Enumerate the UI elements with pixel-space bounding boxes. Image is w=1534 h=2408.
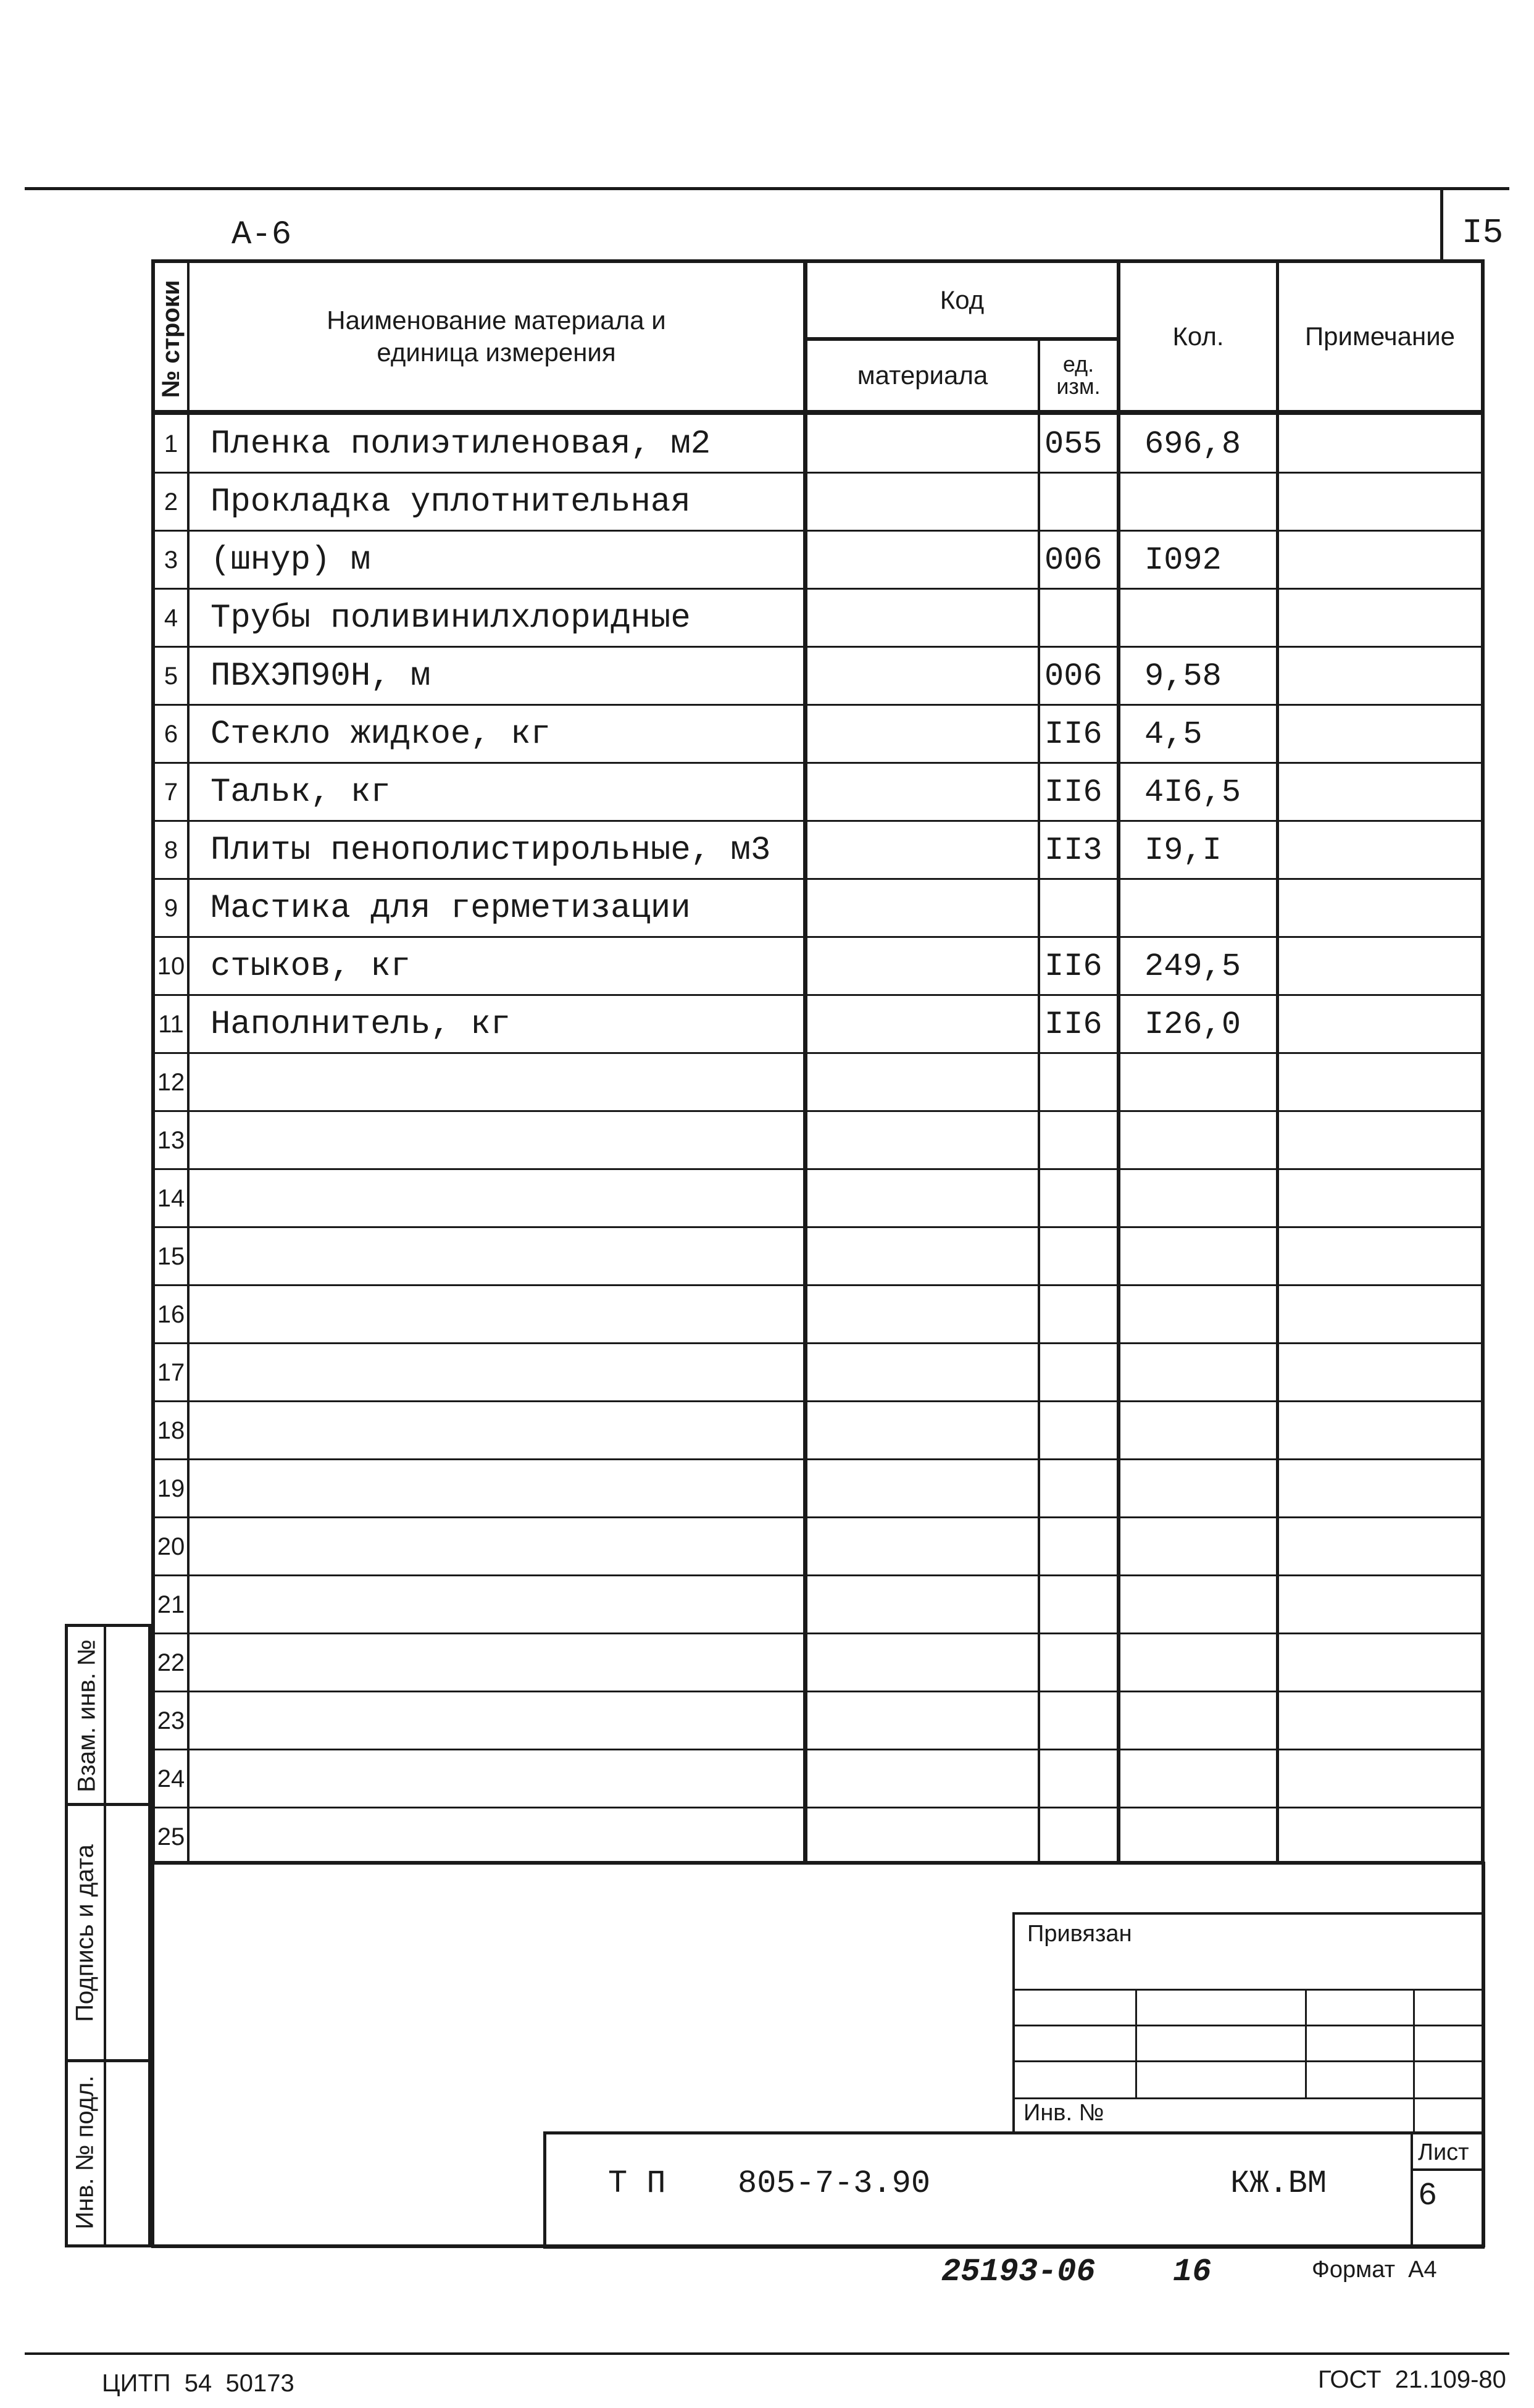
table-row [155,589,1481,647]
row-unit-code [1040,879,1120,937]
row-number: 4 [164,604,178,632]
row-qty: I092 [1144,541,1222,579]
table-row [155,1053,1481,1111]
row-name: Трубы поливинилхлоридные [211,599,691,637]
standard-code: ГОСТ 21.109-80 [1318,2366,1506,2393]
row-separator-line [155,1516,1481,1518]
sheet-cell-divider [1411,2134,1413,2246]
row-number: 20 [157,1532,185,1560]
binding-vline-2 [1305,1989,1307,2097]
row-separator-line [155,1284,1481,1286]
row-qty [1120,589,1277,647]
row-separator-line [155,1400,1481,1402]
code-unit-header [1040,341,1117,410]
row-name: Стекло жидкое, кг [211,715,551,753]
signature-label: Подпись и дата [71,1844,98,2022]
row-number-header: № строки [157,280,185,398]
table-row [155,879,1481,937]
corner-tick [1440,187,1443,260]
row-number: 10 [157,952,185,980]
table-row [155,1692,1481,1750]
row-name: Наполнитель, кг [211,1005,511,1043]
row-number: 17 [157,1358,185,1386]
table-row [155,1518,1481,1576]
table-row [155,1169,1481,1227]
table-row [155,705,1481,763]
row-unit-code: II6 [1044,716,1103,753]
table-row [155,1402,1481,1460]
row-number: 8 [164,836,178,864]
table-row [155,1227,1481,1286]
binding-vline-3 [1413,1989,1415,2134]
binding-hline-3 [1015,2060,1482,2062]
row-qty: 249,5 [1144,948,1241,985]
table-row [155,1808,1481,1866]
code-header: Код [940,285,985,314]
row-separator-line [155,1110,1481,1112]
row-number: 22 [157,1649,185,1676]
row-number: 12 [157,1068,185,1096]
inv-label: Инв. № подл. [71,2075,98,2230]
binding-block [1012,1912,1485,2134]
frame-left-bottom [151,1862,154,2247]
vzam-label: Взам. инв. № [73,1639,100,1792]
note-header: Примечание [1304,321,1456,351]
row-name: Мастика для герметизации [211,889,691,927]
row-qty: 4,5 [1144,716,1203,753]
binding-inv-label: Инв. № [1023,2100,1104,2126]
row-number: 21 [157,1591,185,1618]
row-number: 15 [157,1242,185,1270]
row-qty: I26,0 [1144,1006,1241,1043]
row-separator-line [155,1168,1481,1170]
row-number: 6 [164,720,178,748]
binding-hline-1 [1015,1989,1482,1991]
row-separator-line [155,588,1481,590]
code-unit-header-line1: ед. [1062,351,1094,377]
row-separator-line [155,1633,1481,1634]
row-separator-line [155,994,1481,996]
binding-hline-2 [1015,2025,1482,2026]
table-row [155,473,1481,531]
row-number: 13 [157,1126,185,1154]
name-header [190,263,803,410]
row-separator-line [155,1574,1481,1576]
row-separator-line [155,820,1481,822]
name-header-line2: единица измерения [377,338,616,367]
table-row [155,647,1481,705]
row-separator-line [155,1342,1481,1344]
row-name: (шнур) м [211,541,371,579]
archive-page: 16 [1173,2254,1212,2290]
row-number: 16 [157,1300,185,1328]
row-name: стыков, кг [211,947,411,985]
row-separator-line [155,530,1481,532]
row-number: 5 [164,662,178,690]
row-number: 3 [164,546,178,574]
table-row [155,937,1481,995]
row-unit-code [1040,589,1120,647]
qty-header: Кол. [1172,321,1224,351]
row-qty: 696,8 [1144,425,1241,462]
row-number: 11 [158,1010,184,1038]
row-separator-line [155,1749,1481,1750]
sheet-cell-hline [1411,2168,1485,2171]
row-qty: 4I6,5 [1144,774,1241,811]
sheet-code: А-6 [231,216,292,254]
code-material-header: материала [857,360,988,390]
table-row [155,1344,1481,1402]
row-unit-code: II6 [1044,1006,1103,1043]
row-separator-line [155,1052,1481,1054]
doc-code: КЖ.ВМ [1230,2165,1327,2202]
table-row [155,1460,1481,1518]
row-separator-line [155,878,1481,880]
doc-number: 805-7-3.90 [738,2165,931,2202]
footer-line [25,2352,1509,2355]
row-unit-code [1040,473,1120,531]
row-qty [1120,879,1277,937]
sheet-label: Лист [1418,2139,1469,2165]
row-separator-line [155,936,1481,938]
row-separator-line [155,704,1481,706]
header-divider [155,410,1481,415]
row-name: Пленка полиэтиленовая, м2 [211,425,711,463]
row-separator-line [155,1691,1481,1692]
row-unit-code: II6 [1044,774,1103,811]
table-row [155,821,1481,879]
row-number: 25 [157,1823,185,1850]
row-separator-line [155,1458,1481,1460]
binding-vline-1 [1135,1989,1137,2097]
materials-table [151,259,1485,1865]
name-header-line1: Наименование материала и [327,305,666,335]
page-number: I5 [1462,213,1504,253]
row-qty: I9,I [1144,832,1222,869]
format-label: Формат А4 [1312,2257,1437,2283]
table-row [155,763,1481,821]
table-row [155,1576,1481,1634]
table-row [155,1634,1481,1692]
rows-container [155,415,1481,1861]
table-row [155,995,1481,1053]
row-separator-line [155,472,1481,474]
table-row [155,531,1481,589]
row-number: 18 [157,1416,185,1444]
row-unit-code: 006 [1044,658,1103,695]
title-block [543,2131,1485,2249]
org-code: ЦИТП 54 50173 [102,2370,294,2397]
row-number: 24 [157,1765,185,1792]
table-row [155,1111,1481,1169]
table-row [155,415,1481,473]
row-name: Прокладка уплотнительная [211,483,691,521]
top-border-line [25,187,1509,190]
row-name: Плиты пенополистирольные, м3 [211,831,771,869]
row-separator-line [155,1807,1481,1808]
row-number: 9 [164,894,178,922]
row-number: 19 [157,1474,185,1502]
row-qty [1120,473,1277,531]
archive-number: 25193-06 [941,2254,1096,2290]
table-row [155,1750,1481,1808]
table-row [155,1286,1481,1344]
row-number: 14 [157,1184,185,1212]
row-name: Тальк, кг [211,773,391,811]
row-name: ПВХЭП90Н, м [211,657,431,695]
doc-prefix: Т П [608,2165,666,2202]
row-unit-code: 006 [1044,541,1103,579]
row-number: 1 [164,430,178,458]
row-separator-line [155,1226,1481,1228]
row-number: 7 [164,778,178,806]
row-number: 2 [164,488,178,516]
code-unit-header-line2: изм. [1056,374,1101,399]
binding-hline-4 [1015,2097,1482,2099]
row-qty: 9,58 [1144,658,1222,695]
row-unit-code: II6 [1044,948,1103,985]
row-separator-line [155,646,1481,648]
row-separator-line [155,762,1481,764]
row-unit-code: 055 [1044,425,1103,462]
binding-title: Привязан [1027,1921,1132,1947]
sheet-value: 6 [1418,2178,1438,2214]
row-number: 23 [157,1707,185,1734]
row-unit-code: II3 [1044,832,1103,869]
side-stamp [65,1624,151,2247]
